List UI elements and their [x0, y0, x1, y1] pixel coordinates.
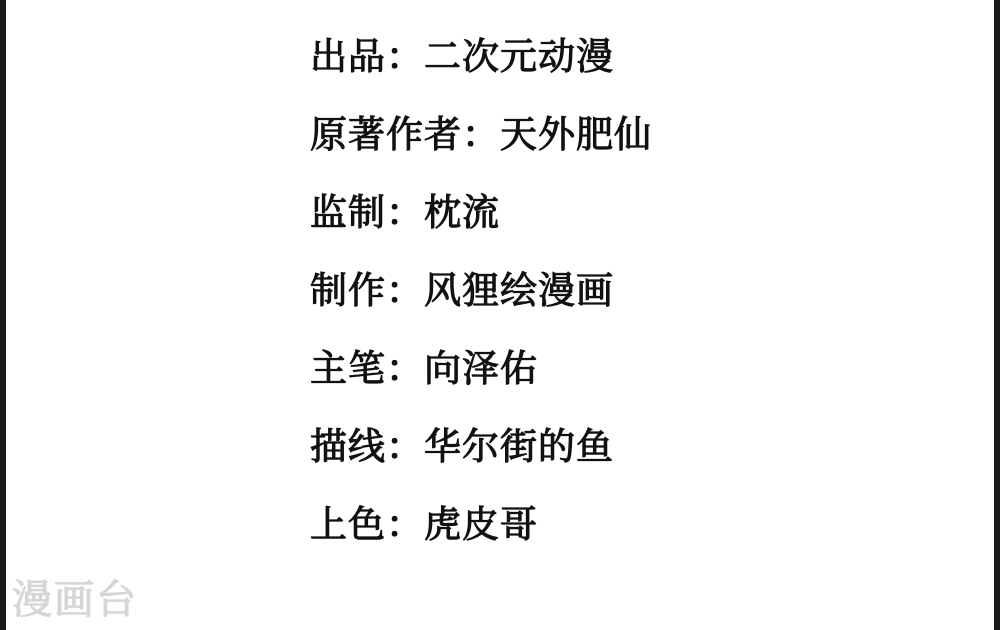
- right-edge-bar: [994, 0, 1000, 630]
- credit-line-producer: 出品：二次元动漫: [310, 34, 614, 78]
- credit-line-original-author: 原著作者：天外肥仙: [310, 112, 652, 156]
- credits-list: [310, 34, 950, 546]
- credit-line-coloring: 上色：虎皮哥: [310, 502, 538, 546]
- credit-line-supervisor: 监制：枕流: [310, 190, 500, 234]
- credit-line-lead-artist: 主笔：向泽佑: [310, 346, 538, 390]
- credit-line-line-art: 描线：华尔街的鱼: [310, 424, 614, 468]
- credit-line-production: 制作：风狸绘漫画: [310, 268, 614, 312]
- site-watermark: 漫画台: [12, 577, 138, 623]
- left-edge-bar: [0, 0, 6, 630]
